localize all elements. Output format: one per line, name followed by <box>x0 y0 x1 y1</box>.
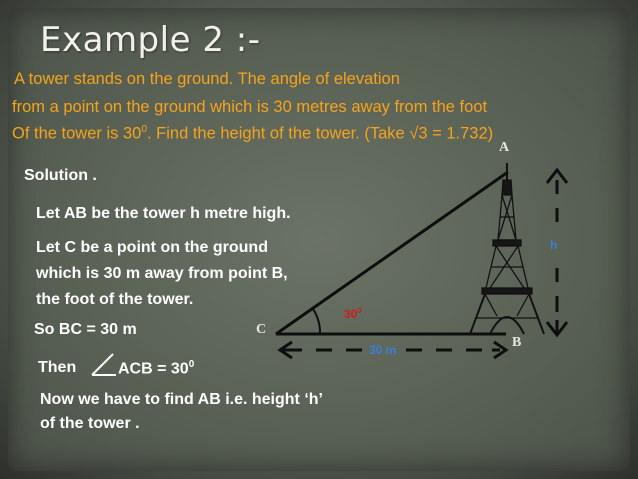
hypotenuse-ca <box>276 172 508 334</box>
solution-line-2: Let C be a point on the ground <box>36 239 268 256</box>
slide-title: Example 2 :- <box>40 20 261 60</box>
solution-line-5: So BC = 30 m <box>34 321 137 338</box>
base-label: 30 m <box>369 343 397 357</box>
angle-arc <box>313 309 320 334</box>
angle-value: 30 <box>344 307 358 321</box>
problem-line-3-start: Of the tower is 30 <box>12 124 142 143</box>
problem-line-1: A tower stands on the ground. The angle of elevation <box>14 70 400 88</box>
angle-degree: 0 <box>357 306 362 315</box>
angle-label <box>344 306 362 321</box>
point-c-label: C <box>256 322 267 337</box>
problem-line-3-end: . Find the height of the tower. (Take √3 = 1.732) <box>147 124 494 143</box>
solution-line-9: of the tower . <box>40 415 140 432</box>
tower-icon <box>470 163 544 334</box>
angle-symbol-icon <box>92 354 116 375</box>
solution-then: Then <box>38 359 77 376</box>
height-dimension-arrow <box>547 170 567 335</box>
triangle <box>276 172 508 334</box>
angle-acb-text: ACB = 30 <box>118 360 189 378</box>
degree-mark: 0 <box>141 124 147 135</box>
solution-line-3: which is 30 m away from point B, <box>36 265 288 282</box>
problem-line-2: from a point on the ground which is 30 metres away from the foot <box>12 98 488 116</box>
solution-line-1: Let AB be the tower h metre high. <box>36 205 291 222</box>
point-a-label: A <box>499 140 510 155</box>
point-b-label: B <box>512 335 522 350</box>
solution-heading: Solution . <box>24 167 97 184</box>
solution-line-8: Now we have to find AB i.e. height ‘h’ <box>40 391 323 408</box>
angle-acb-degree: 0 <box>188 359 195 370</box>
solution-line-4: the foot of the tower. <box>36 291 194 308</box>
height-label: h <box>550 238 558 252</box>
